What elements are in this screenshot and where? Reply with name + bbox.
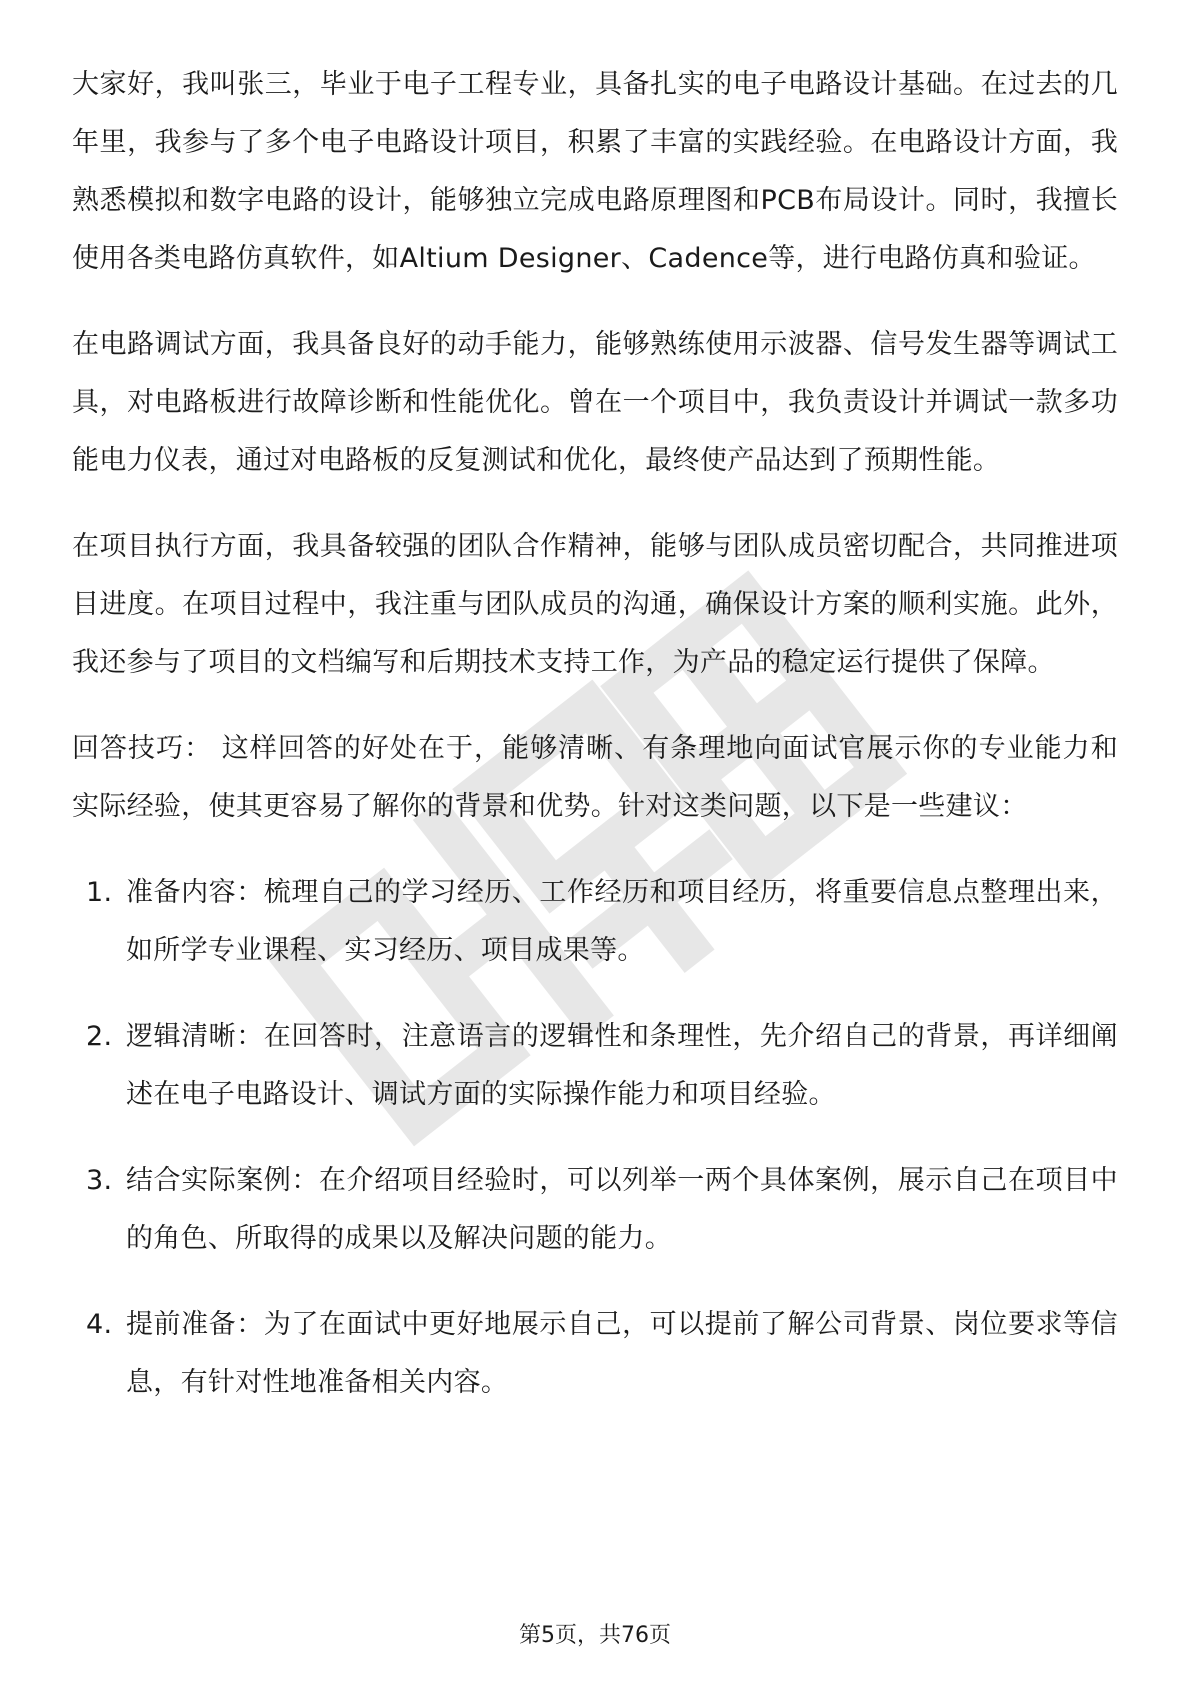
- list-item: [72, 1152, 1118, 1268]
- list-item-text: 逻辑清晰：在回答时，注意语言的逻辑性和条理性，先介绍自己的背景，再详细阐述在电子电路设计、调试方面的实际操作能力和项目经验。: [126, 1021, 1118, 1110]
- intro-paragraph: 大家好，我叫张三，毕业于电子工程专业，具备扎实的电子电路设计基础。在过去的几年里，我参与了多个电子电路设计项目，积累了丰富的实践经验。在电路设计方面，我熟悉模拟和数字电路的设计，能够独立完成电路原理图和PCB布局设计。同时，我擅长使用各类电路仿真软件，如Altium Designer、Cadence等，进行电路仿真和验证。: [72, 69, 1118, 274]
- tips-list: [72, 864, 1118, 1412]
- list-item-text: 结合实际案例：在介绍项目经验时，可以列举一两个具体案例，展示自己在项目中的角色、所取得的成果以及解决问题的能力。: [126, 1165, 1118, 1254]
- list-item: [72, 1008, 1118, 1124]
- list-item-number: 2.: [86, 1021, 113, 1052]
- page-number-footer: 第5页，共76页: [519, 1623, 671, 1648]
- list-item-number: 4.: [86, 1309, 113, 1340]
- list-item-text: 准备内容：梳理自己的学习经历、工作经历和项目经历，将重要信息点整理出来，如所学专业课程、实习经历、项目成果等。: [126, 877, 1118, 966]
- document-body: [72, 56, 1118, 1440]
- list-item: [72, 864, 1118, 980]
- project-paragraph: 在项目执行方面，我具备较强的团队合作精神，能够与团队成员密切配合，共同推进项目进度。在项目过程中，我注重与团队成员的沟通，确保设计方案的顺利实施。此外，我还参与了项目的文档编写和后期技术支持工作，为产品的稳定运行提供了保障。: [72, 531, 1118, 678]
- list-item-number: 3.: [86, 1165, 113, 1196]
- list-item-text: 提前准备：为了在面试中更好地展示自己，可以提前了解公司背景、岗位要求等信息，有针对性地准备相关内容。: [126, 1309, 1118, 1398]
- list-item-number: 1.: [86, 877, 113, 908]
- answer-tips-paragraph: 回答技巧： 这样回答的好处在于，能够清晰、有条理地向面试官展示你的专业能力和实际经验，使其更容易了解你的背景和优势。针对这类问题，以下是一些建议：: [72, 733, 1118, 822]
- debugging-paragraph: 在电路调试方面，我具备良好的动手能力，能够熟练使用示波器、信号发生器等调试工具，对电路板进行故障诊断和性能优化。曾在一个项目中，我负责设计并调试一款多功能电力仪表，通过对电路板的反复测试和优化，最终使产品达到了预期性能。: [72, 329, 1118, 476]
- list-item: [72, 1296, 1118, 1412]
